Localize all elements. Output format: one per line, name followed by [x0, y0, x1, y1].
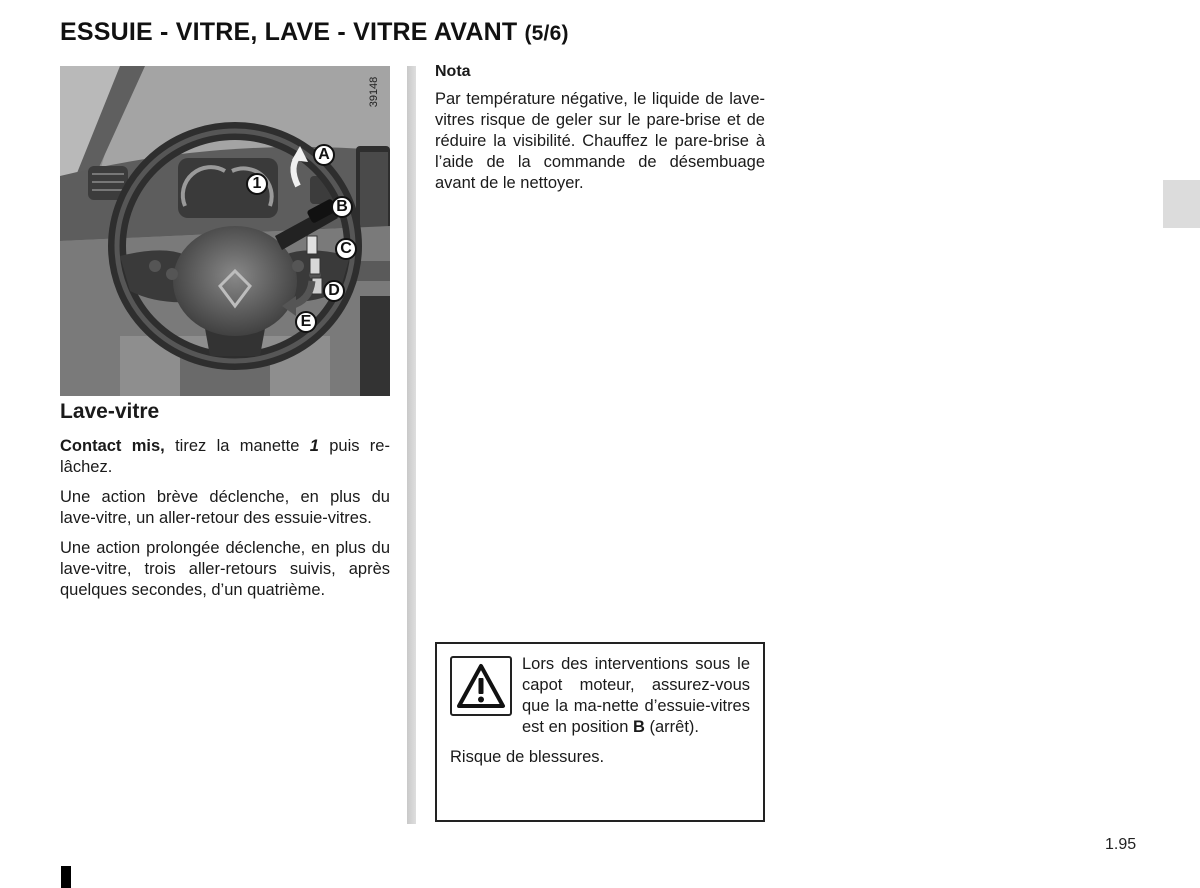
dashboard-drawing	[60, 66, 390, 396]
callout-C: C	[335, 238, 357, 260]
callout-1: 1	[246, 173, 268, 195]
short-action-paragraph: Une action brève déclenche, en plus du lave-vitre, un aller-retour des essuie-vitres.	[60, 488, 390, 527]
warning-box	[435, 642, 765, 822]
corner-mark	[61, 866, 71, 888]
callout-E: E	[295, 311, 317, 333]
page-part: (5/6)	[524, 22, 569, 45]
chapter-tab	[1163, 180, 1200, 228]
nota-text: Par température négative, le liquide de lave-vitres risque de geler sur le pare-brise et de réduire la visibilité. Chauffez le pare-brise à l’aide de la commande de désembuage avant de le nettoyer.	[435, 90, 765, 192]
callout-B: B	[331, 196, 353, 218]
warning-text-1: Lors des interventions sous le capot moteur, assurez-vous que la ma-nette d’essuie-vitres est en position	[522, 655, 750, 736]
nota-title: Nota	[435, 63, 471, 80]
section-heading: Lave-vitre	[60, 400, 160, 423]
instruction-text-1: tirez la manette	[164, 437, 310, 455]
callout-A: A	[313, 144, 335, 166]
warning-position: B	[633, 718, 645, 736]
lever-reference: 1	[309, 437, 319, 455]
column-divider	[407, 66, 416, 824]
figure-code-text: 39148	[368, 76, 380, 108]
contact-label: Contact mis,	[60, 437, 165, 455]
page-title	[60, 18, 569, 47]
warning-text-2: (arrêt).	[644, 718, 700, 736]
page-number: 1.95	[1105, 836, 1137, 853]
instruction-paragraph	[60, 436, 390, 478]
page-title-text: ESSUIE - VITRE, LAVE - VITRE AVANT	[60, 18, 518, 46]
instruction-text-2: puis re-lâchez.	[60, 437, 390, 476]
figure-code	[363, 72, 385, 112]
nota-section	[435, 63, 765, 203]
callout-D: D	[323, 280, 345, 302]
long-action-paragraph: Une action prolongée déclenche, en plus du lave-vitre, trois aller-retours suivis, après quelques secondes, d’un quatrième.	[60, 539, 390, 599]
warning-risk: Risque de blessures.	[450, 748, 605, 766]
lave-vitre-section	[60, 400, 390, 610]
steering-wheel-illustration	[60, 66, 390, 396]
warning-triangle-icon	[450, 656, 512, 716]
